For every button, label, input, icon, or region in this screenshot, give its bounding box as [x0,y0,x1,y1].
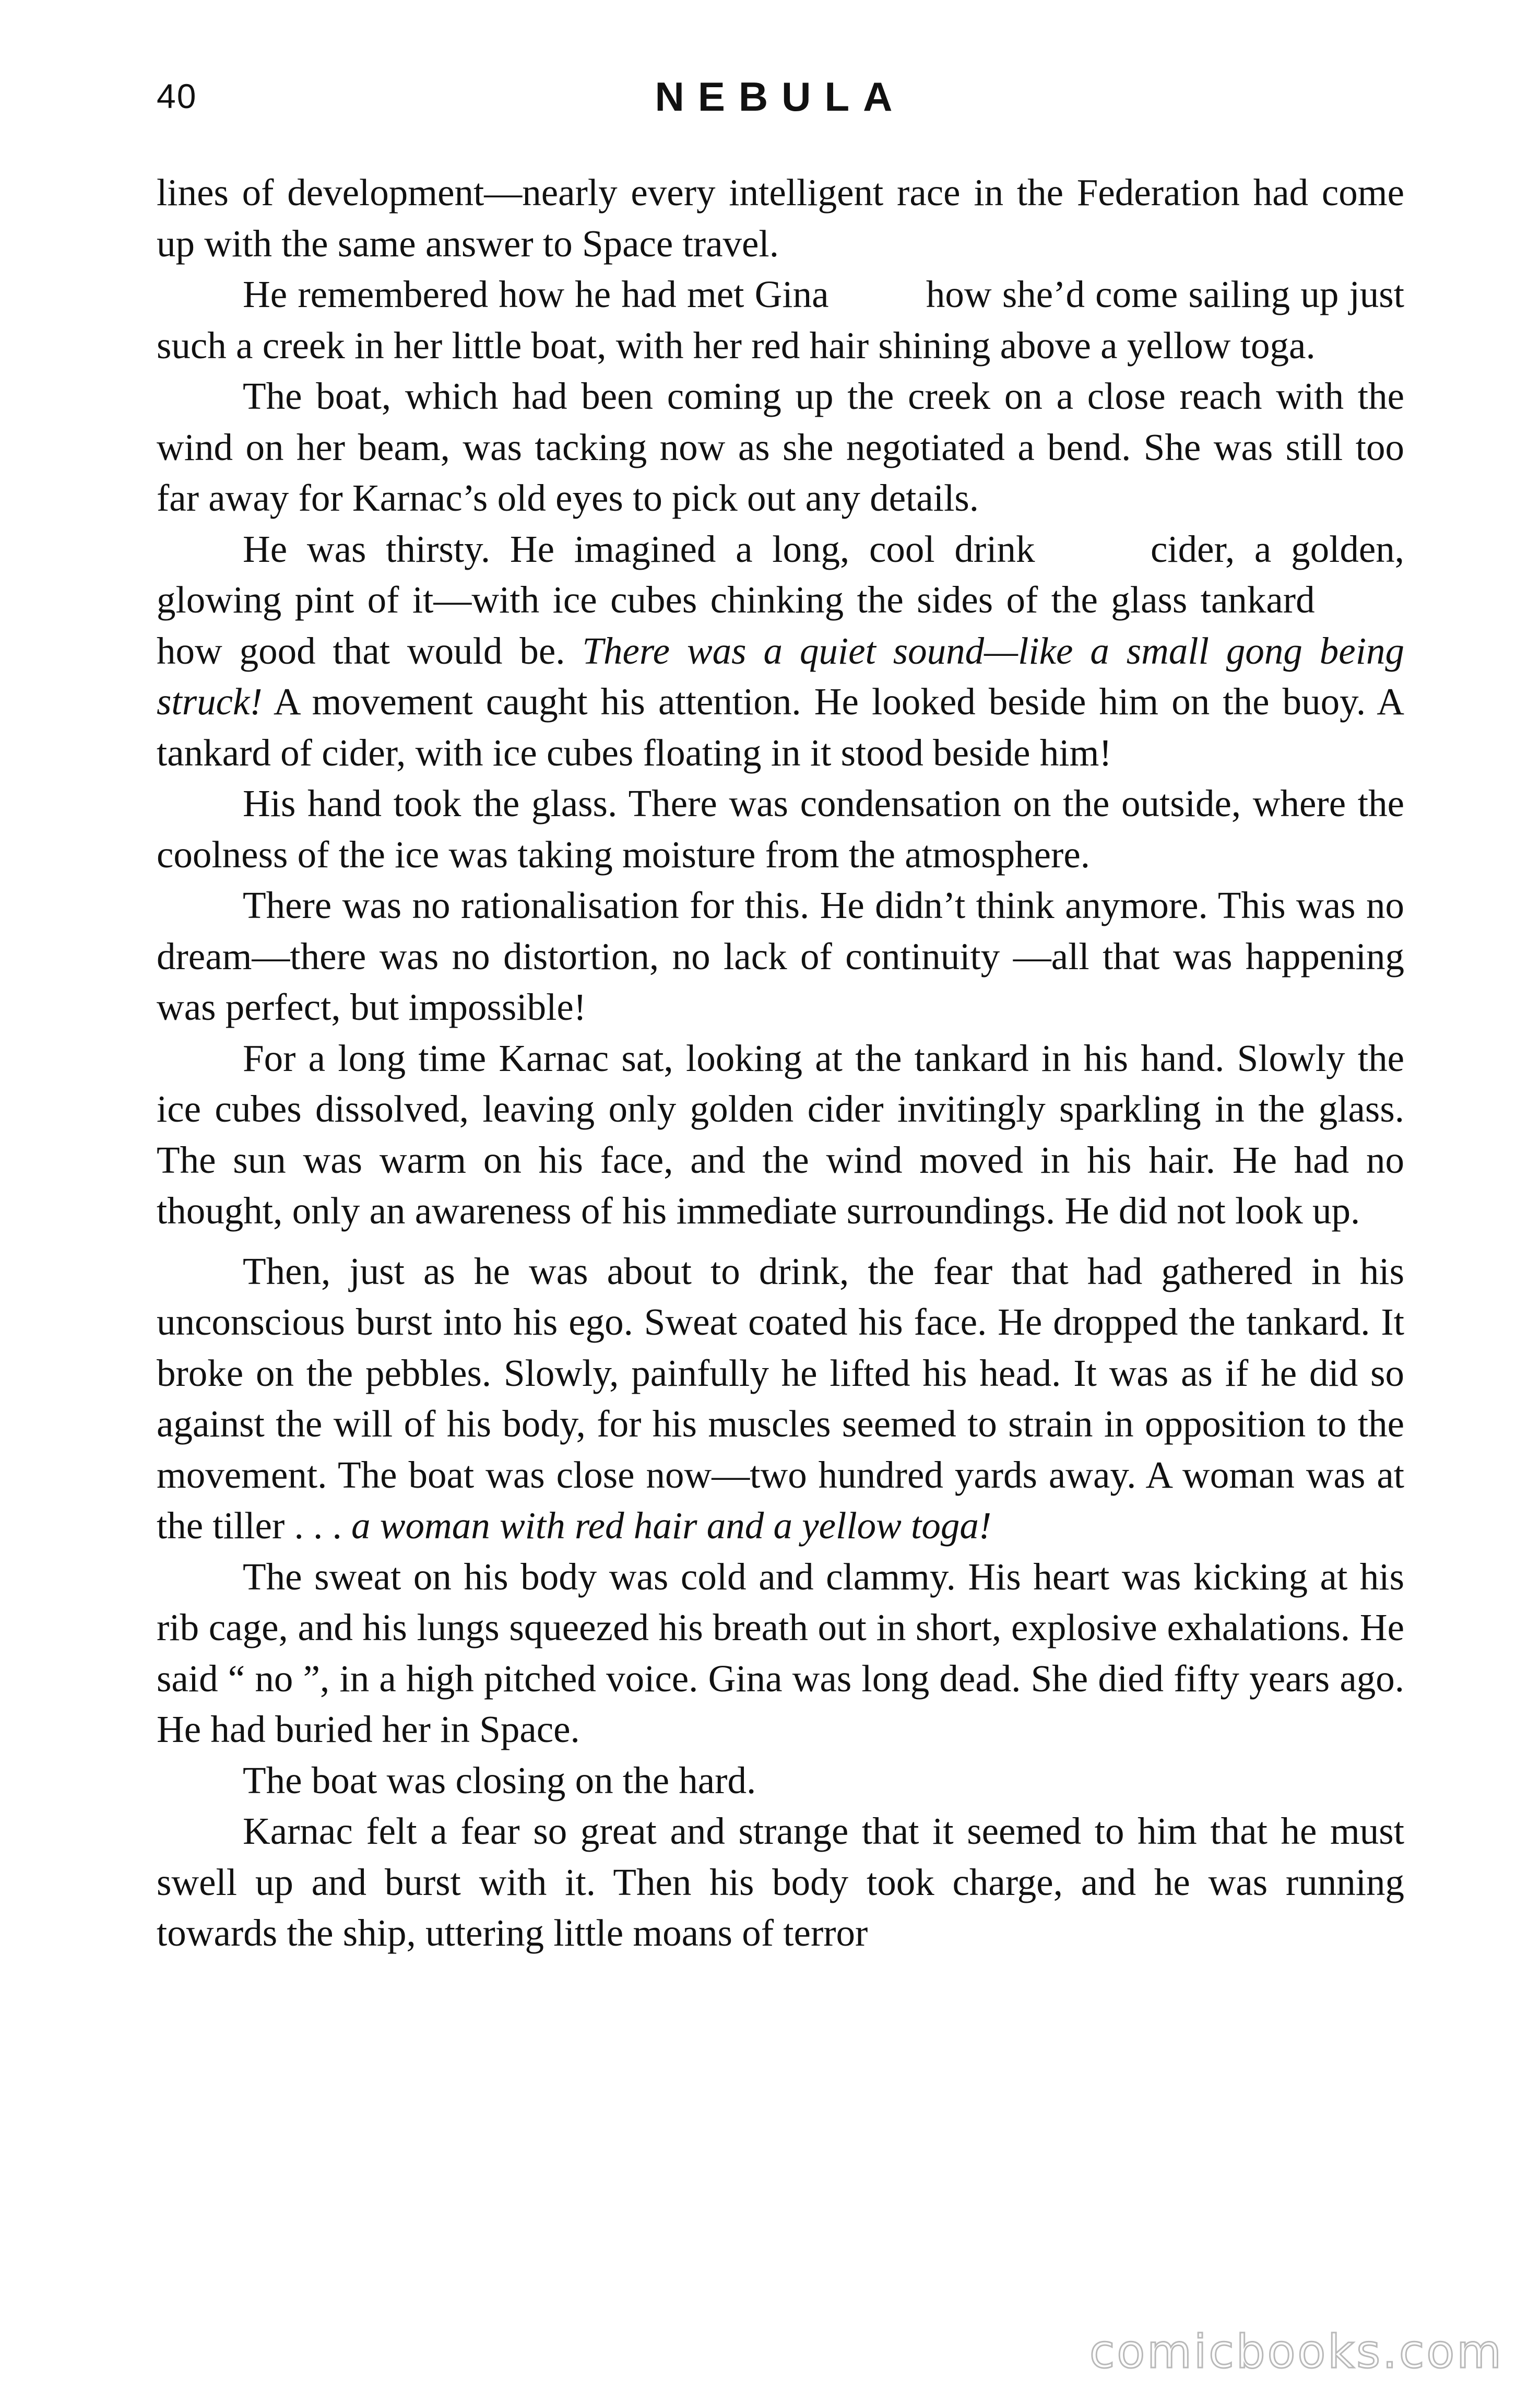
paragraph [157,269,1404,371]
story-text [157,167,1404,1959]
paragraph [157,880,1404,1033]
text-run: Then, just as he was about to drink, the fear that had gathered in his unconscious burst into his ego. Sweat coated his face. He dropped the tankard. It broke on the pebbles. Slowly, painfully he lifted his head. It was as if he did so against the will of his body, for his muscles seemed to strain in opposition to the movement. The boat was close now—two hundred yards away. A woman was at the tiller . . . [157,1250,1404,1547]
paragraph [157,1246,1404,1551]
paragraph [157,1755,1404,1806]
text-run: For a long time Karnac sat, looking at the tankard in his hand. Slowly the ice cubes dissolved, leaving only golden cider invitingly sparkling in the glass. The sun was warm on his face, and the wind moved in his hair. He had no thought, only an awareness of his immediate surroundings. He did not look up. [157,1037,1404,1232]
paragraph [157,1033,1404,1237]
text-run: He was thirsty. He imagined a long, cool drink cider, a golden, glowing pint of it—with ice cubes chinking the sides of the glass tankard how good that would be. [157,527,1404,672]
text-run: The boat was closing on the hard. [243,1759,756,1802]
page-number: 40 [157,77,197,115]
running-head-title: NEBULA [655,74,906,120]
text-run: A movement caught his attention. He looked beside him on the buoy. A tankard of cider, with ice cubes floating in it stood beside him! [157,680,1404,774]
text-run: lines of development—nearly every intelligent race in the Federation had come up with the same answer to Space travel. [157,171,1404,265]
paragraph [157,167,1404,269]
book-page [157,73,1404,2360]
text-run: There was no rationalisation for this. He didn’t think anymore. This was no dream—there was no distortion, no lack of continuity —all that was happening was perfect, but impossible! [157,884,1404,1028]
text-run: His hand took the glass. There was condensation on the outside, where the coolness of the ice was taking moisture from the atmosphere. [157,782,1404,876]
paragraph [157,778,1404,880]
text-run: The boat, which had been coming up the creek on a close reach with the wind on her beam, was tacking now as she negotiated a bend. She was still too far away for Karnac’s old eyes to pick out any details. [157,375,1404,519]
page-header [157,73,1404,136]
paragraph [157,1551,1404,1755]
text-run: He remembered how he had met Gina how she’d come sailing up just such a creek in her little boat, with her red hair shining above a yellow toga. [157,273,1404,367]
text-run: Karnac felt a fear so great and strange that it seemed to him that he must swell up and burst with it. Then his body took charge, and he was running towards the ship, uttering little moans of terror [157,1810,1404,1954]
paragraph [157,1806,1404,1959]
italic-text: There was a quiet sound—like a small gong being struck! [157,629,1404,723]
paragraph [157,524,1404,779]
text-run: The sweat on his body was cold and clammy. His heart was kicking at his rib cage, and his lungs squeezed his breath out in short, explosive exhalations. He said “ no ”, in a high pitched voice. Gina was long dead. She died fifty years ago. He had buried her in Space. [157,1555,1404,1750]
paragraph [157,371,1404,524]
italic-text: a woman with red hair and a yellow toga! [351,1504,992,1547]
site-watermark: comicbooks.com [1089,2325,1503,2379]
